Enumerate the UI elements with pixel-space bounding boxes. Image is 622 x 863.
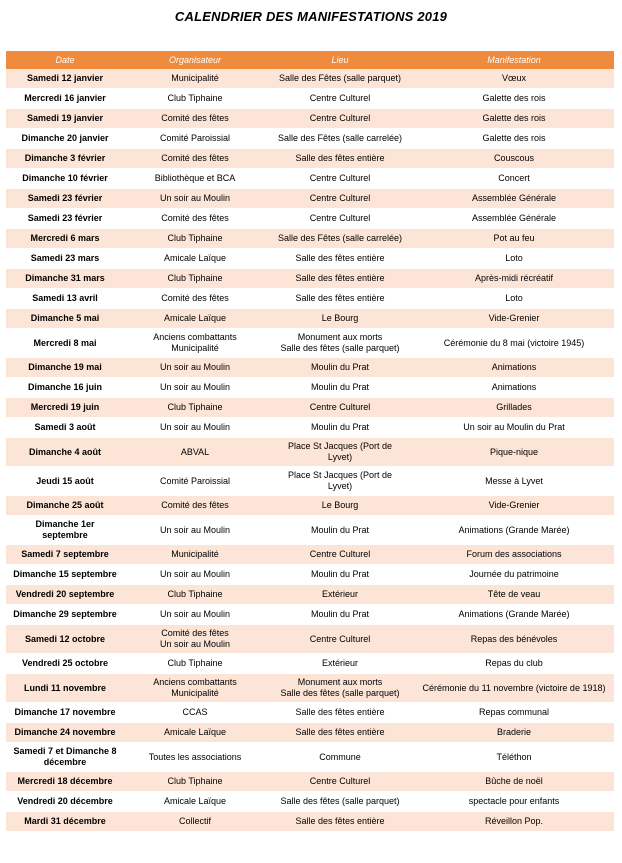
cell-date: Samedi 7 septembre — [6, 545, 124, 565]
cell-lieu: Salle des fêtes (salle parquet) — [266, 792, 414, 812]
cell-manifestation: Assemblée Générale — [414, 209, 614, 229]
cell-organisateur: Amicale Laïque — [124, 723, 266, 743]
cell-lieu: Salle des Fêtes (salle parquet) — [266, 69, 414, 89]
cell-date: Vendredi 25 octobre — [6, 654, 124, 674]
cell-date: Dimanche 24 novembre — [6, 723, 124, 743]
cell-organisateur: CCAS — [124, 703, 266, 723]
table-row — [6, 516, 614, 545]
cell-date: Vendredi 20 septembre — [6, 585, 124, 605]
cell-organisateur: Municipalité — [124, 69, 266, 89]
table-row — [6, 812, 614, 832]
cell-lieu: Centre Culturel — [266, 398, 414, 418]
table-row — [6, 209, 614, 229]
table-row — [6, 605, 614, 625]
cell-manifestation: Grillades — [414, 398, 614, 418]
cell-manifestation: Galette des rois — [414, 109, 614, 129]
cell-lieu: Centre Culturel — [266, 89, 414, 109]
cell-lieu: Centre Culturel — [266, 109, 414, 129]
cell-organisateur: Club Tiphaine — [124, 398, 266, 418]
table-row — [6, 792, 614, 812]
cell-lieu: Salle des Fêtes (salle carrelée) — [266, 129, 414, 149]
cell-lieu: Salle des fêtes entière — [266, 723, 414, 743]
header-lieu: Lieu — [266, 51, 414, 69]
cell-date: Jeudi 15 août — [6, 467, 124, 496]
cell-organisateur: Comité des fêtes — [124, 289, 266, 309]
cell-manifestation: Bûche de noël — [414, 772, 614, 792]
cell-manifestation: spectacle pour enfants — [414, 792, 614, 812]
cell-manifestation: Journée du patrimoine — [414, 565, 614, 585]
cell-lieu: Le Bourg — [266, 309, 414, 329]
events-table — [6, 51, 614, 832]
cell-lieu: Salle des fêtes entière — [266, 269, 414, 289]
cell-date: Mercredi 16 janvier — [6, 89, 124, 109]
cell-organisateur: Un soir au Moulin — [124, 565, 266, 585]
cell-lieu: Centre Culturel — [266, 625, 414, 654]
cell-lieu: Moulin du Prat — [266, 378, 414, 398]
table-row — [6, 169, 614, 189]
cell-organisateur: Amicale Laïque — [124, 309, 266, 329]
cell-date: Dimanche 16 juin — [6, 378, 124, 398]
cell-organisateur: Un soir au Moulin — [124, 378, 266, 398]
table-row — [6, 269, 614, 289]
cell-organisateur: Comité des fêtes — [124, 149, 266, 169]
cell-organisateur: Comité des fêtes — [124, 109, 266, 129]
cell-lieu: Salle des fêtes entière — [266, 249, 414, 269]
cell-date: Vendredi 20 décembre — [6, 792, 124, 812]
cell-lieu: Centre Culturel — [266, 772, 414, 792]
table-row — [6, 309, 614, 329]
table-row — [6, 289, 614, 309]
header-date: Date — [6, 51, 124, 69]
cell-manifestation: Repas communal — [414, 703, 614, 723]
cell-date: Dimanche 1er septembre — [6, 516, 124, 545]
cell-organisateur: Un soir au Moulin — [124, 358, 266, 378]
cell-date: Dimanche 31 mars — [6, 269, 124, 289]
cell-lieu: Salle des fêtes entière — [266, 149, 414, 169]
cell-manifestation: Animations (Grande Marée) — [414, 605, 614, 625]
cell-date: Dimanche 15 septembre — [6, 565, 124, 585]
cell-date: Dimanche 17 novembre — [6, 703, 124, 723]
cell-date: Samedi 23 mars — [6, 249, 124, 269]
cell-date: Dimanche 19 mai — [6, 358, 124, 378]
cell-organisateur: Club Tiphaine — [124, 772, 266, 792]
cell-manifestation: Repas du club — [414, 654, 614, 674]
cell-organisateur: Comité des fêtes Un soir au Moulin — [124, 625, 266, 654]
cell-organisateur: Comité Paroissial — [124, 129, 266, 149]
table-row — [6, 358, 614, 378]
cell-manifestation: Loto — [414, 289, 614, 309]
table-row — [6, 229, 614, 249]
cell-lieu: Extérieur — [266, 585, 414, 605]
cell-manifestation: Vide-Grenier — [414, 496, 614, 516]
cell-lieu: Place St Jacques (Port de Lyvet) — [266, 467, 414, 496]
cell-lieu: Moulin du Prat — [266, 605, 414, 625]
cell-organisateur: Club Tiphaine — [124, 229, 266, 249]
cell-lieu: Salle des fêtes entière — [266, 703, 414, 723]
cell-organisateur: Un soir au Moulin — [124, 418, 266, 438]
cell-manifestation: Pique-nique — [414, 438, 614, 467]
table-row — [6, 772, 614, 792]
cell-date: Dimanche 20 janvier — [6, 129, 124, 149]
table-body — [6, 69, 614, 832]
cell-manifestation: Galette des rois — [414, 129, 614, 149]
cell-lieu: Monument aux morts Salle des fêtes (salle parquet) — [266, 329, 414, 358]
cell-manifestation: Couscous — [414, 149, 614, 169]
cell-lieu: Le Bourg — [266, 496, 414, 516]
table-row — [6, 545, 614, 565]
cell-organisateur: Collectif — [124, 812, 266, 832]
table-row — [6, 496, 614, 516]
cell-organisateur: Bibliothèque et BCA — [124, 169, 266, 189]
cell-manifestation: Loto — [414, 249, 614, 269]
cell-date: Dimanche 3 février — [6, 149, 124, 169]
table-header-row — [6, 51, 614, 69]
table-row — [6, 189, 614, 209]
cell-manifestation: Animations (Grande Marée) — [414, 516, 614, 545]
table-row — [6, 703, 614, 723]
cell-organisateur: Toutes les associations — [124, 743, 266, 772]
cell-manifestation: Cérémonie du 8 mai (victoire 1945) — [414, 329, 614, 358]
table-row — [6, 329, 614, 358]
cell-organisateur: Club Tiphaine — [124, 654, 266, 674]
cell-date: Dimanche 10 février — [6, 169, 124, 189]
cell-lieu: Moulin du Prat — [266, 516, 414, 545]
table-row — [6, 129, 614, 149]
table-row — [6, 723, 614, 743]
cell-manifestation: Vide-Grenier — [414, 309, 614, 329]
cell-lieu: Centre Culturel — [266, 169, 414, 189]
cell-organisateur: Club Tiphaine — [124, 585, 266, 605]
cell-lieu: Moulin du Prat — [266, 358, 414, 378]
cell-organisateur: Un soir au Moulin — [124, 605, 266, 625]
cell-manifestation: Forum des associations — [414, 545, 614, 565]
cell-organisateur: Anciens combattants Municipalité — [124, 329, 266, 358]
cell-manifestation: Un soir au Moulin du Prat — [414, 418, 614, 438]
cell-manifestation: Animations — [414, 378, 614, 398]
cell-organisateur: Un soir au Moulin — [124, 516, 266, 545]
cell-lieu: Salle des fêtes entière — [266, 289, 414, 309]
cell-lieu: Moulin du Prat — [266, 565, 414, 585]
cell-lieu: Monument aux morts Salle des fêtes (salle parquet) — [266, 674, 414, 703]
cell-date: Samedi 13 avril — [6, 289, 124, 309]
table-row — [6, 89, 614, 109]
cell-lieu: Place St Jacques (Port de Lyvet) — [266, 438, 414, 467]
cell-manifestation: Braderie — [414, 723, 614, 743]
cell-manifestation: Téléthon — [414, 743, 614, 772]
table-row — [6, 438, 614, 467]
table-row — [6, 149, 614, 169]
page-title: CALENDRIER DES MANIFESTATIONS 2019 — [174, 9, 448, 24]
cell-date: Dimanche 4 août — [6, 438, 124, 467]
table-row — [6, 625, 614, 654]
cell-lieu: Centre Culturel — [266, 189, 414, 209]
cell-date: Lundi 11 novembre — [6, 674, 124, 703]
cell-date: Mardi 31 décembre — [6, 812, 124, 832]
cell-lieu: Commune — [266, 743, 414, 772]
cell-manifestation: Tête de veau — [414, 585, 614, 605]
cell-organisateur: Anciens combattants Municipalité — [124, 674, 266, 703]
cell-date: Dimanche 25 août — [6, 496, 124, 516]
table-row — [6, 674, 614, 703]
cell-date: Samedi 23 février — [6, 189, 124, 209]
cell-lieu: Salle des fêtes entière — [266, 812, 414, 832]
cell-manifestation: Galette des rois — [414, 89, 614, 109]
cell-date: Dimanche 29 septembre — [6, 605, 124, 625]
cell-date: Samedi 19 janvier — [6, 109, 124, 129]
cell-lieu: Extérieur — [266, 654, 414, 674]
cell-organisateur: Comité des fêtes — [124, 496, 266, 516]
table-row — [6, 398, 614, 418]
table-row — [6, 418, 614, 438]
header-manifestation: Manifestation — [414, 51, 614, 69]
cell-organisateur: Comité des fêtes — [124, 209, 266, 229]
cell-organisateur: ABVAL — [124, 438, 266, 467]
table-row — [6, 743, 614, 772]
cell-date: Dimanche 5 mai — [6, 309, 124, 329]
table-row — [6, 109, 614, 129]
cell-date: Mercredi 6 mars — [6, 229, 124, 249]
cell-organisateur: Un soir au Moulin — [124, 189, 266, 209]
cell-manifestation: Réveillon Pop. — [414, 812, 614, 832]
table-row — [6, 69, 614, 89]
table-row — [6, 585, 614, 605]
cell-date: Samedi 12 octobre — [6, 625, 124, 654]
cell-manifestation: Assemblée Générale — [414, 189, 614, 209]
cell-lieu: Moulin du Prat — [266, 418, 414, 438]
cell-manifestation: Vœux — [414, 69, 614, 89]
cell-organisateur: Amicale Laïque — [124, 249, 266, 269]
cell-date: Samedi 7 et Dimanche 8 décembre — [6, 743, 124, 772]
cell-organisateur: Amicale Laïque — [124, 792, 266, 812]
cell-manifestation: Concert — [414, 169, 614, 189]
cell-organisateur: Club Tiphaine — [124, 89, 266, 109]
cell-manifestation: Pot au feu — [414, 229, 614, 249]
cell-lieu: Salle des Fêtes (salle carrelée) — [266, 229, 414, 249]
cell-organisateur: Municipalité — [124, 545, 266, 565]
cell-manifestation: Messe à Lyvet — [414, 467, 614, 496]
table-row — [6, 249, 614, 269]
table-row — [6, 467, 614, 496]
cell-date: Mercredi 8 mai — [6, 329, 124, 358]
cell-lieu: Centre Culturel — [266, 209, 414, 229]
cell-manifestation: Cérémonie du 11 novembre (victoire de 1918) — [414, 674, 614, 703]
header-organisateur: Organisateur — [124, 51, 266, 69]
cell-date: Samedi 12 janvier — [6, 69, 124, 89]
cell-lieu: Centre Culturel — [266, 545, 414, 565]
table-row — [6, 654, 614, 674]
cell-organisateur: Club Tiphaine — [124, 269, 266, 289]
cell-date: Samedi 23 février — [6, 209, 124, 229]
cell-manifestation: Repas des bénévoles — [414, 625, 614, 654]
table-row — [6, 565, 614, 585]
cell-date: Samedi 3 août — [6, 418, 124, 438]
table-row — [6, 378, 614, 398]
cell-manifestation: Animations — [414, 358, 614, 378]
cell-organisateur: Comité Paroissial — [124, 467, 266, 496]
cell-date: Mercredi 18 décembre — [6, 772, 124, 792]
cell-manifestation: Après-midi récréatif — [414, 269, 614, 289]
cell-date: Mercredi 19 juin — [6, 398, 124, 418]
